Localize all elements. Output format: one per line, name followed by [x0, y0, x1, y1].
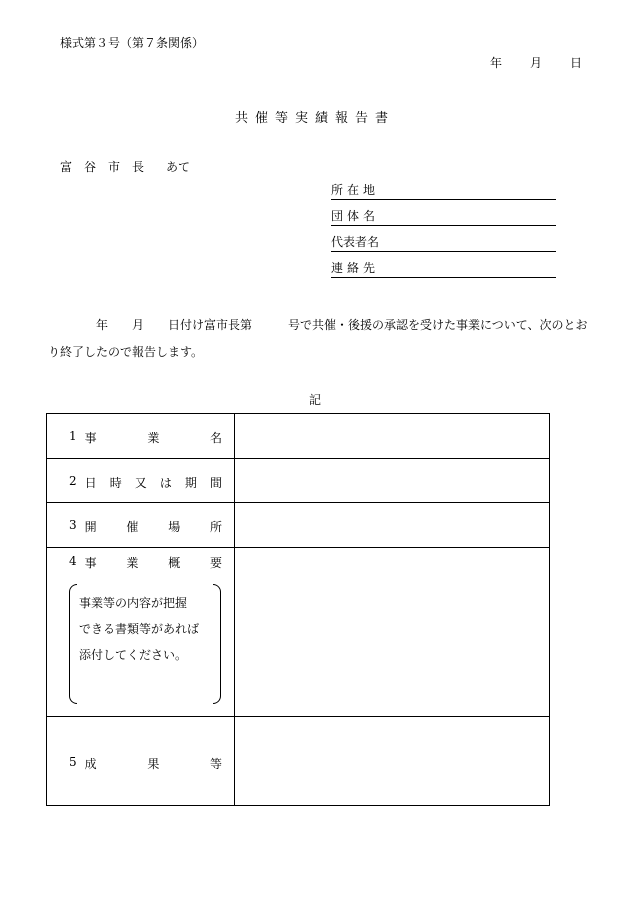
date-month: 月: [529, 56, 542, 70]
note-line: 添付してください。: [79, 648, 188, 662]
date-period-value[interactable]: [235, 459, 549, 502]
sender-representative-field[interactable]: [331, 233, 556, 252]
addressee-suffix: あて: [166, 160, 191, 174]
sender-address-label: 所在地: [331, 183, 380, 197]
body-text: [48, 312, 588, 366]
sender-group-field[interactable]: [331, 207, 556, 226]
table-row: [47, 414, 549, 459]
attachment-note: [69, 584, 221, 704]
addressee: [60, 158, 190, 175]
results-value[interactable]: [235, 717, 549, 805]
table-row: [47, 548, 549, 717]
form-number: 様式第３号（第７条関係）: [60, 36, 205, 50]
report-table: [46, 413, 550, 806]
row-label-venue: 3 開 催 場 所: [69, 518, 222, 534]
sender-group-label: 団体名: [331, 209, 380, 223]
addressee-name: 富谷市長: [60, 160, 157, 174]
sender-representative-label: 代表者名: [331, 235, 380, 249]
sender-contact-label: 連絡先: [331, 261, 380, 275]
sender-address-field[interactable]: [331, 181, 556, 200]
row-label-date-period: 2 日 時 又 は 期 間: [69, 474, 222, 490]
date-line: [490, 54, 582, 71]
document-title: 共催等実績報告書: [234, 111, 395, 126]
sender-contact-field[interactable]: [331, 259, 556, 278]
note-bracket-right: [213, 584, 221, 704]
row-label-event-name: 1 事 業 名: [69, 429, 222, 445]
row-label-results: 5 成 果 等: [69, 755, 222, 771]
table-row: [47, 717, 549, 805]
ki-heading: 記: [308, 393, 321, 407]
body-line-2: り終了したので報告します。: [48, 345, 204, 359]
body-line-1: 年 月 日付け富市長第 号で共催・後援の承認を受けた事業について、次のとお: [96, 318, 588, 332]
note-line: できる書類等があれば: [79, 622, 200, 636]
summary-value[interactable]: [235, 548, 549, 716]
note-line: 事業等の内容が把握: [79, 596, 188, 610]
date-year: 年: [489, 56, 502, 70]
table-row: [47, 459, 549, 503]
date-day: 日: [569, 56, 582, 70]
venue-value[interactable]: [235, 503, 549, 547]
table-row: [47, 503, 549, 548]
event-name-value[interactable]: [235, 414, 549, 458]
row-label-summary: 4 事 業 概 要: [69, 554, 222, 570]
note-bracket-left: [69, 584, 77, 704]
